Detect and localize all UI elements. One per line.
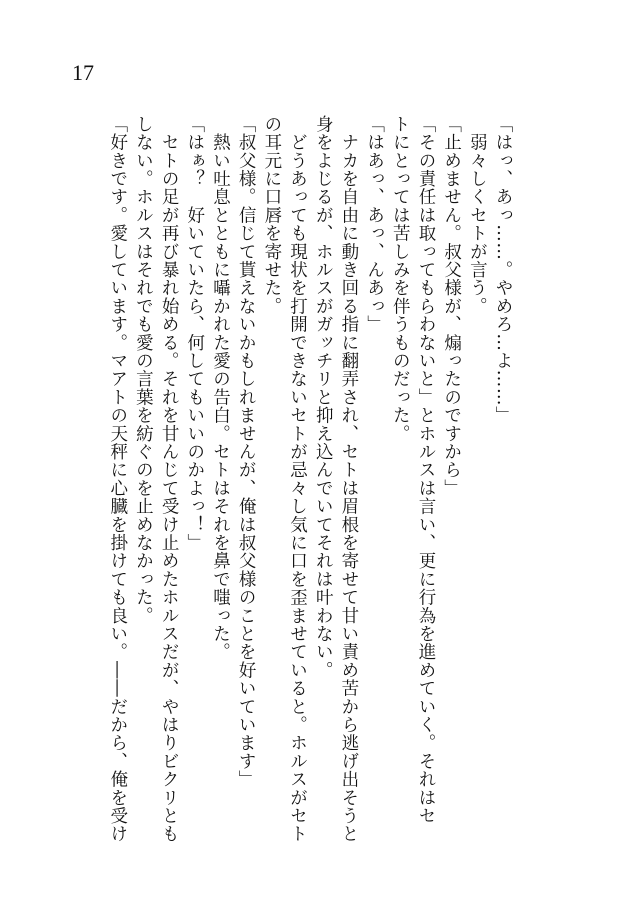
text-line: 熱い吐息とともに囁かれた愛の告白。セトはそれを鼻で嗤った。	[210, 115, 231, 661]
text-line: 「止めません。叔父様が、煽ったのですから」	[441, 115, 462, 498]
text-line: 身をよじるが、ホルスがガッチリと抑え込んでいてそれは叶わない。	[313, 115, 334, 680]
text-line: 「好きです。愛しています。マアトの天秤に心臓を掛けても良い。――だから、俺を受け	[107, 115, 128, 843]
text-line: ナカを自由に動き回る指に翻弄され、セトは眉根を寄せて甘い責め苦から逃げ出そうと	[338, 115, 359, 843]
vertical-text-body	[107, 115, 513, 843]
page-number: 17	[72, 60, 94, 85]
text-line: 弱々しくセトが言う。	[467, 115, 488, 316]
text-line: 「その責任は取ってもらわないと」とホルスは言い、更に行為を進めていく。それはセ	[415, 115, 436, 825]
text-line: 「はぁ？ 好いていたら、何してもいいのかよっ！」	[184, 115, 205, 552]
text-line: トにとっては苦しみを伴うものだった。	[390, 115, 411, 443]
text-line: 「叔父様。信じて貰えないかもしれませんが、俺は叔父様のことを好いています」	[236, 115, 257, 789]
text-line: 「はっ、あっ……。やめろ…よ……」	[493, 115, 513, 425]
text-line: どうあっても現状を打開できないセトが忌々し気に口を歪ませていると。ホルスがセト	[287, 115, 308, 843]
text-line: しない。ホルスはそれでも愛の言葉を紡ぐのを止めなかった。	[133, 115, 154, 625]
text-line: の耳元に口唇を寄せた。	[261, 115, 282, 316]
text-line: セトの足が再び暴れ始める。それを甘んじて受け止めたホルスだが、やはりビクリとも	[159, 115, 180, 843]
text-line: 「はあっ、あっ、んあっ」	[364, 115, 385, 334]
